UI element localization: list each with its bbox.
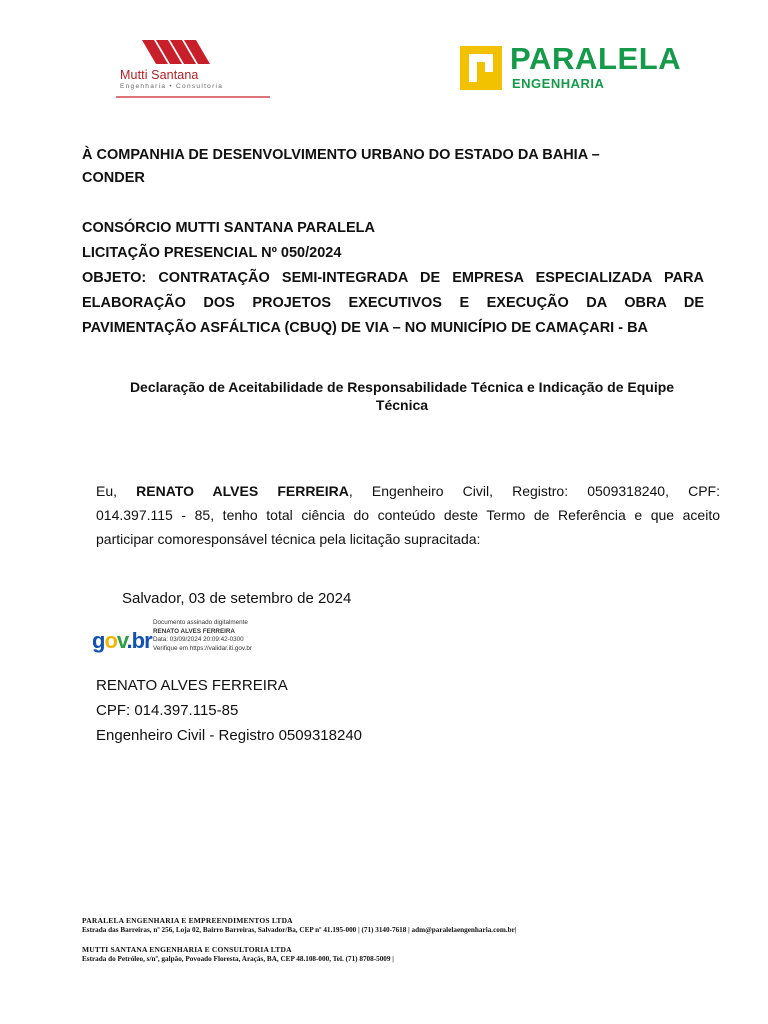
mutti-santana-logo-mark <box>110 30 280 70</box>
paralela-logo-icon <box>460 46 502 90</box>
consortium-name: CONSÓRCIO MUTTI SANTANA PARALELA <box>82 220 375 236</box>
object-line-3: PAVIMENTAÇÃO ASFÁLTICA (CBUQ) DE VIA – NO MUNICÍPIO DE CAMAÇARI - BA <box>82 320 649 336</box>
object-line-1: OBJETO: CONTRATAÇÃO SEMI-INTEGRADA DE EMPRESA ESPECIALIZADA PARA <box>82 270 704 286</box>
body-intro: Eu, <box>96 483 118 499</box>
mutti-santana-logo <box>110 30 280 102</box>
signer-cpf: CPF: 014.397.115-85 <box>96 702 239 719</box>
footer-company-mutti: MUTTI SANTANA ENGENHARIA E CONSULTORIA LTDA <box>82 945 292 954</box>
signature-date: Data: 03/09/2024 20:09:42-0300 <box>153 636 244 643</box>
govbr-logo-br: br <box>131 628 152 653</box>
recipient-line-1: À COMPANHIA DE DESENVOLVIMENTO URBANO DO ESTADO DA BAHIA – <box>82 147 600 163</box>
signer-name: RENATO ALVES FERREIRA <box>96 677 288 694</box>
signature-signer: RENATO ALVES FERREIRA <box>153 627 235 635</box>
govbr-logo-v: v <box>116 628 127 653</box>
recipient-line-2: CONDER <box>82 170 145 186</box>
mutti-santana-subtitle: Engenharia • Consultoria <box>120 83 224 90</box>
declaration-title <box>82 378 722 414</box>
govbr-logo-g: g <box>92 628 105 653</box>
mutti-santana-logo-underline <box>110 94 280 104</box>
paralela-subtitle: ENGENHARIA <box>512 76 605 91</box>
body-line-1-rest: , Engenheiro Civil, Registro: 0509318240, CPF: <box>348 483 720 499</box>
paralela-name: PARALELA <box>510 41 682 76</box>
digital-signature-stamp <box>92 618 302 662</box>
paralela-logo <box>460 41 700 94</box>
bid-number: LICITAÇÃO PRESENCIAL Nº 050/2024 <box>82 245 342 261</box>
place-date: Salvador, 03 de setembro de 2024 <box>122 590 352 607</box>
signature-verify-link: Verifique em https://validar.iti.gov.br <box>153 644 252 652</box>
body-line-2: 014.397.115 - 85, tenho total ciência do conteúdo deste Termo de Referência e que aceito <box>96 507 720 523</box>
footer-address-paralela: Estrada das Barreiras, nº 256, Loja 02, Bairro Barreiras, Salvador/Ba, CEP nº 41.195-000 | (71) 3140-7618 | adm@paralelaengenharia.com.br| <box>82 926 517 934</box>
object-line-2: ELABORAÇÃO DOS PROJETOS EXECUTIVOS E EXECUÇÃO DA OBRA DE <box>82 295 704 311</box>
mutti-santana-name: Mutti Santana <box>120 68 199 82</box>
signer-role: Engenheiro Civil - Registro 0509318240 <box>96 727 363 744</box>
declaration-title-line-2: Técnica <box>375 397 429 413</box>
footer-address-mutti: Estrada do Petróleo, s/nº, galpão, Povoado Floresta, Araçás, BA, CEP 48.108-000, Tel. (71) 8708-5009 | <box>82 955 394 963</box>
govbr-logo-dot: . <box>126 628 132 653</box>
body-line-3: participar comoresponsável técnica pela licitação supracitada: <box>96 531 481 547</box>
body-line-1 <box>96 479 720 503</box>
footer-company-paralela: PARALELA ENGENHARIA E EMPREENDIMENTOS LTDA <box>82 916 293 925</box>
govbr-logo-o: o <box>104 628 117 653</box>
declaration-title-line-1: Declaração de Aceitabilidade de Responsabilidade Técnica e Indicação de Equipe <box>129 379 675 395</box>
signature-label: Documento assinado digitalmente <box>153 619 248 626</box>
signature-details <box>153 619 252 653</box>
govbr-logo <box>92 628 152 654</box>
body-person-name: RENATO ALVES FERREIRA <box>136 483 349 499</box>
declaration-body <box>96 479 720 551</box>
